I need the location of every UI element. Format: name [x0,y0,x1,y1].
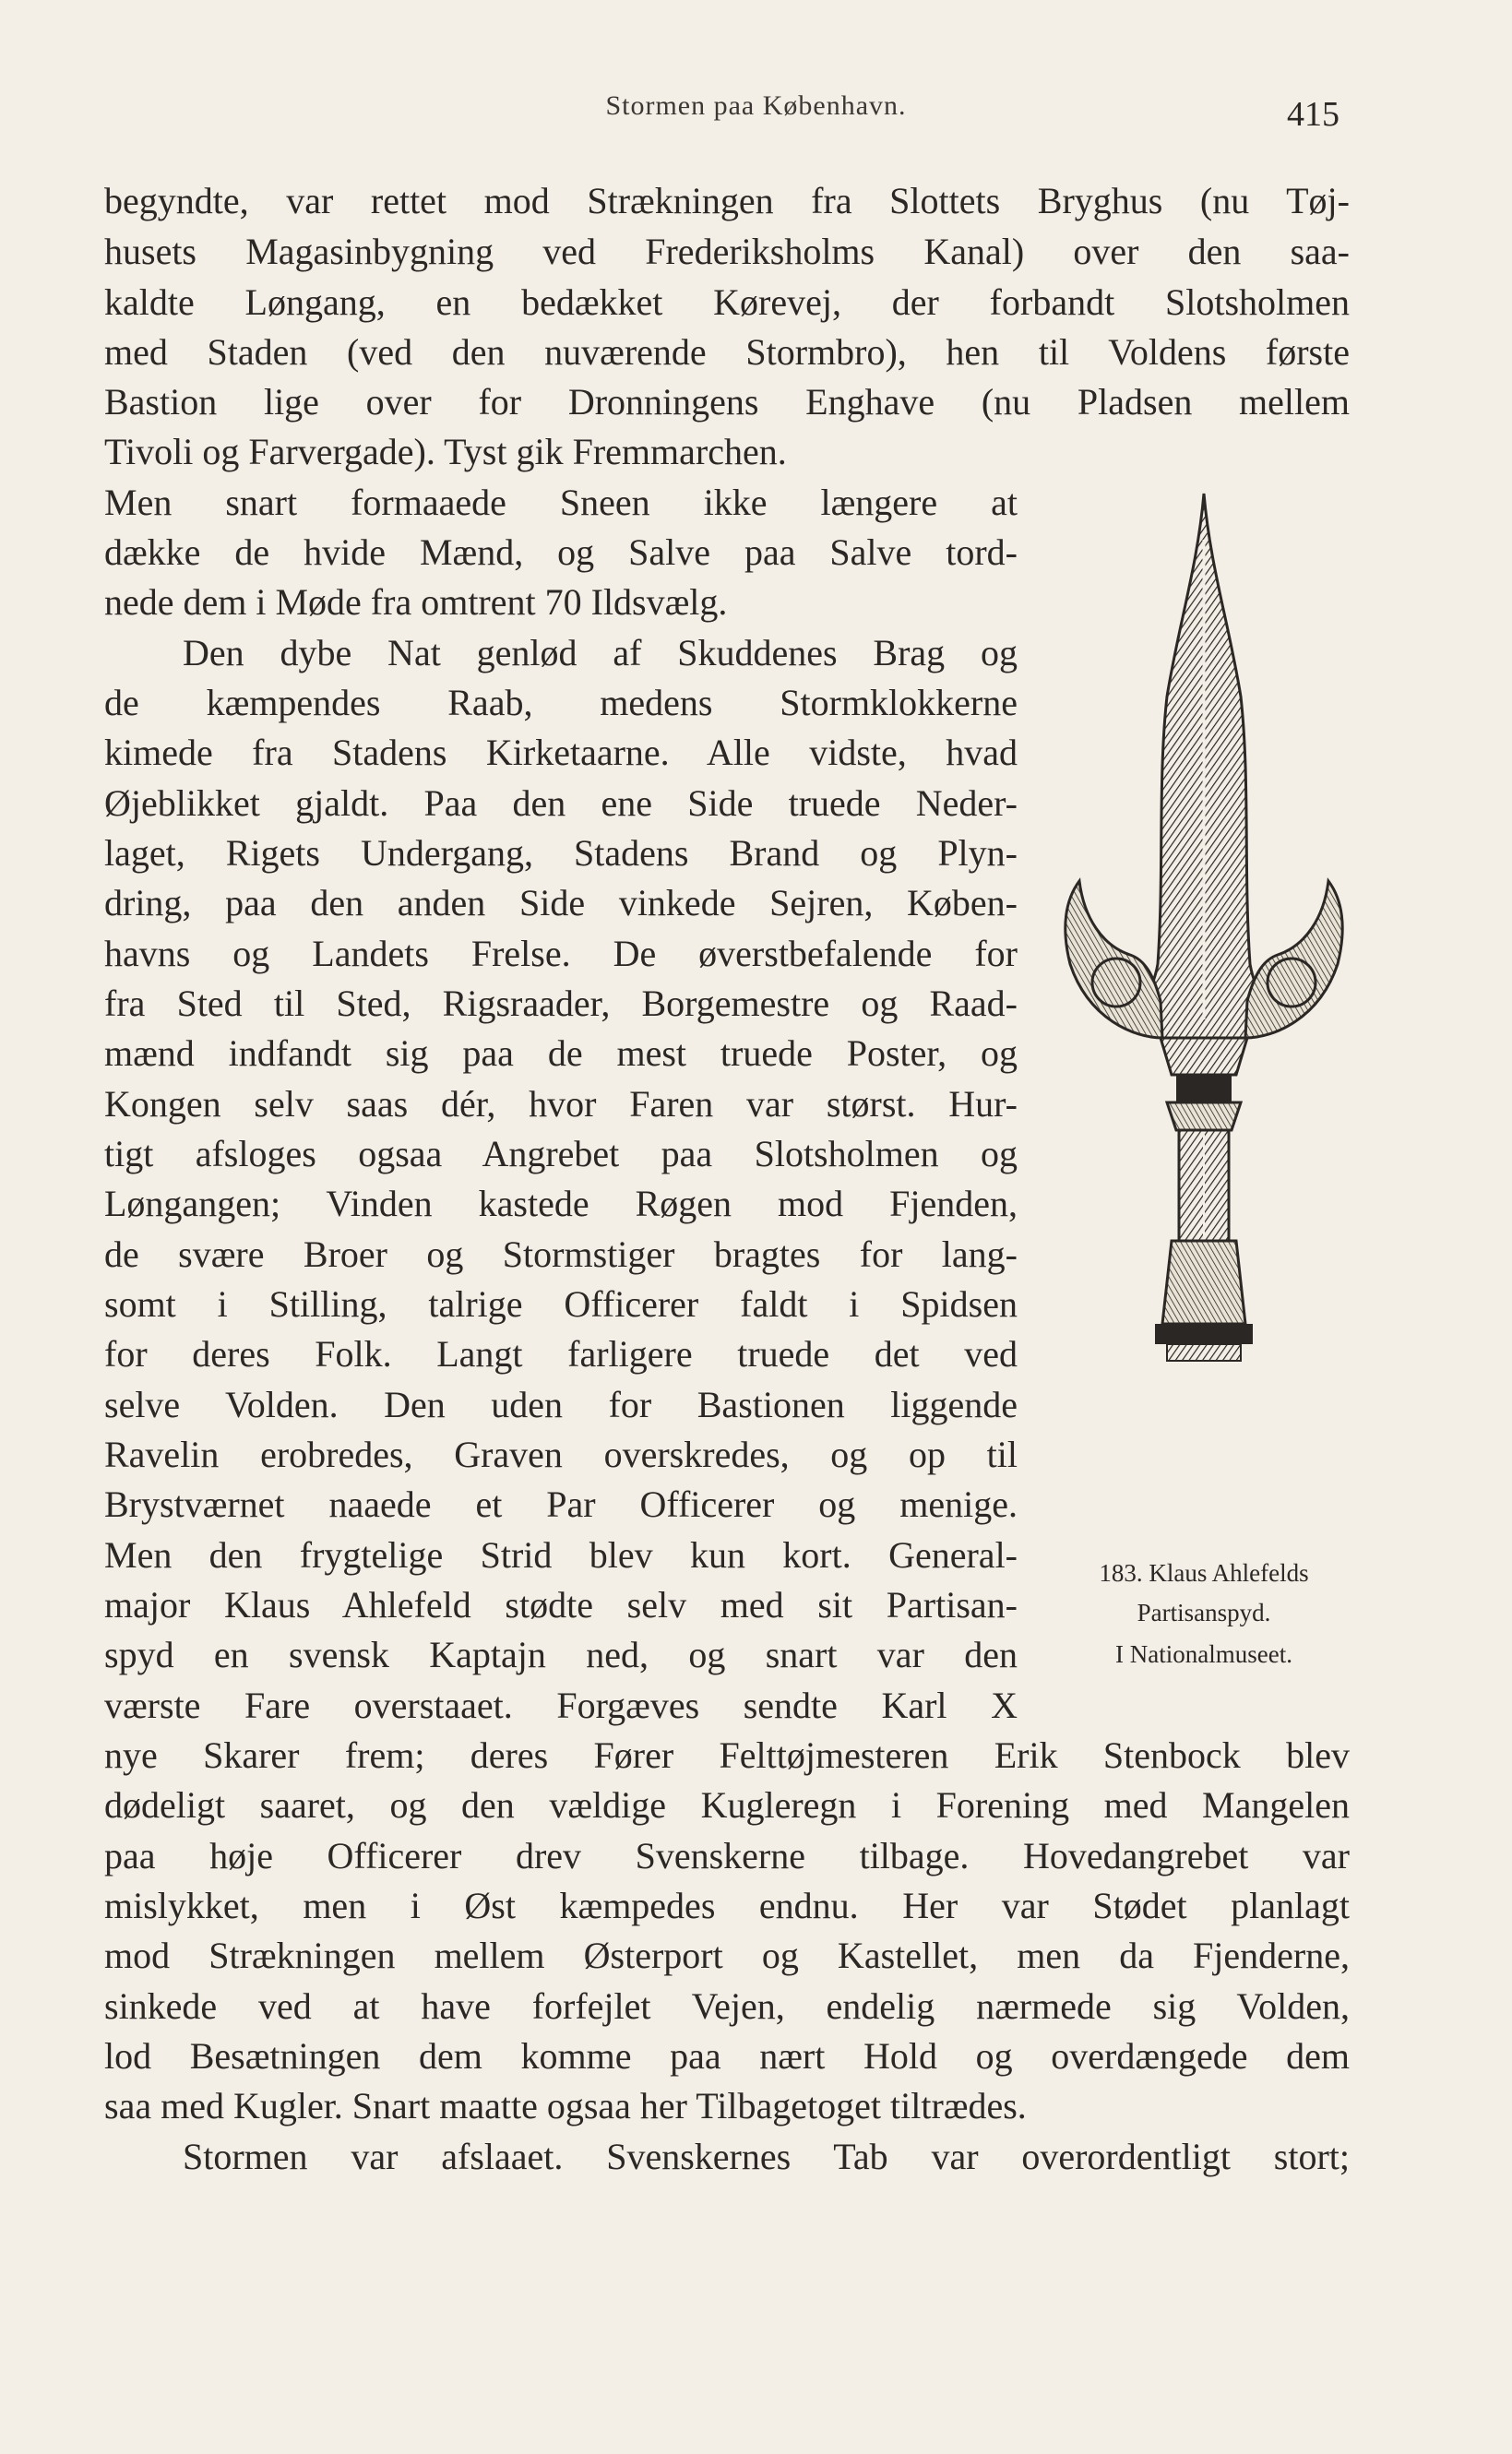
text-line: Brystværnet naaede et Par Officerer og menige. [104,1483,1018,1525]
text-line: Men den frygtelige Strid blev kun kort. General- [104,1534,1018,1576]
text-line: spyd en svensk Kaptajn ned, og snart var den [104,1634,1018,1675]
text-line: Kongen selv saas dér, hvor Faren var størst. Hur- [104,1083,1018,1125]
partisan-spear-illustration [1052,484,1356,1545]
text-line: Den dybe Nat genlød af Skuddenes Brag og [183,632,1018,673]
text-line: Løngangen; Vinden kastede Røgen mod Fjenden, [104,1183,1018,1224]
text-line: de svære Broer og Stormstiger bragtes for lang- [104,1233,1018,1275]
text-line: Tivoli og Farvergade). Tyst gik Fremmarchen. [104,431,787,472]
text-line: værste Fare overstaaet. Forgæves sendte Karl X [104,1685,1018,1726]
text-line: Men snart formaaede Sneen ikke længere at [104,482,1018,523]
text-line: kaldte Løngang, en bedækket Kørevej, der forbandt Slotsholmen [104,281,1350,323]
text-line: kimede fra Stadens Kirketaarne. Alle vidste, hvad [104,732,1018,773]
text-line: havns og Landets Frelse. De øverstbefalende for [104,933,1018,974]
text-line: paa høje Officerer drev Svenskerne tilbage. Hovedangrebet var [104,1835,1350,1876]
running-head: Stormen paa København. [605,90,907,121]
text-line: husets Magasinbygning ved Frederiksholms Kanal) over den saa- [104,231,1350,272]
figure-caption-title: Partisanspyd. [1137,1599,1271,1626]
text-line: Ravelin erobredes, Graven overskredes, og op til [104,1434,1018,1475]
text-line: somt i Stilling, talrige Officerer faldt i Spidsen [104,1283,1018,1325]
text-line: dække de hvide Mænd, og Salve paa Salve tord- [104,531,1018,573]
text-line: nye Skarer frem; deres Fører Felttøjmesteren Erik Stenbock blev [104,1734,1350,1776]
text-line: med Staden (ved den nuværende Stormbro), hen til Voldens første [104,331,1350,373]
text-line: mod Strækningen mellem Østerport og Kastellet, men da Fjenderne, [104,1935,1350,1976]
text-line: nede dem i Møde fra omtrent 70 Ildsvælg. [104,581,728,623]
text-line: Øjeblikket gjaldt. Paa den ene Side truede Neder- [104,782,1018,824]
text-line: selve Volden. Den uden for Bastionen liggende [104,1384,1018,1425]
text-line: major Klaus Ahlefeld stødte selv med sit Partisan- [104,1584,1018,1626]
figure-caption-location: I Nationalmuseet. [1115,1640,1292,1668]
page-number: 415 [1287,95,1339,134]
text-line: dødeligt saaret, og den vældige Kugleregn i Forening med Mangelen [104,1784,1350,1826]
text-line: lod Besætningen dem komme paa nært Hold og overdængede dem [104,2035,1350,2077]
text-line: tigt afsloges ogsaa Angrebet paa Slotsholmen og [104,1133,1018,1174]
figure-caption-number: 183. Klaus Ahlefelds [1099,1559,1309,1587]
text-line: for deres Folk. Langt farligere truede det ved [104,1333,1018,1375]
text-line: sinkede ved at have forfejlet Vejen, endelig nærmede sig Volden, [104,1985,1350,2027]
text-line: dring, paa den anden Side vinkede Sejren, Køben- [104,882,1018,923]
text-line: Stormen var afslaaet. Svenskernes Tab var overordentligt stort; [183,2136,1350,2177]
text-line: fra Sted til Sted, Rigsraader, Borgemestre og Raad- [104,983,1018,1024]
text-line: laget, Rigets Undergang, Stadens Brand og Plyn- [104,832,1018,874]
text-line: mænd indfandt sig paa de mest truede Poster, og [104,1032,1018,1074]
text-line: mislykket, men i Øst kæmpedes endnu. Her var Stødet planlagt [104,1885,1350,1926]
text-line: Bastion lige over for Dronningens Enghave (nu Pladsen mellem [104,381,1350,423]
text-line: saa med Kugler. Snart maatte ogsaa her Tilbagetoget tiltrædes. [104,2085,1027,2126]
text-line: de kæmpendes Raab, medens Stormklokkerne [104,682,1018,723]
text-line: begyndte, var rettet mod Strækningen fra Slottets Bryghus (nu Tøj- [104,180,1350,221]
spear-engraving [1052,484,1356,1545]
